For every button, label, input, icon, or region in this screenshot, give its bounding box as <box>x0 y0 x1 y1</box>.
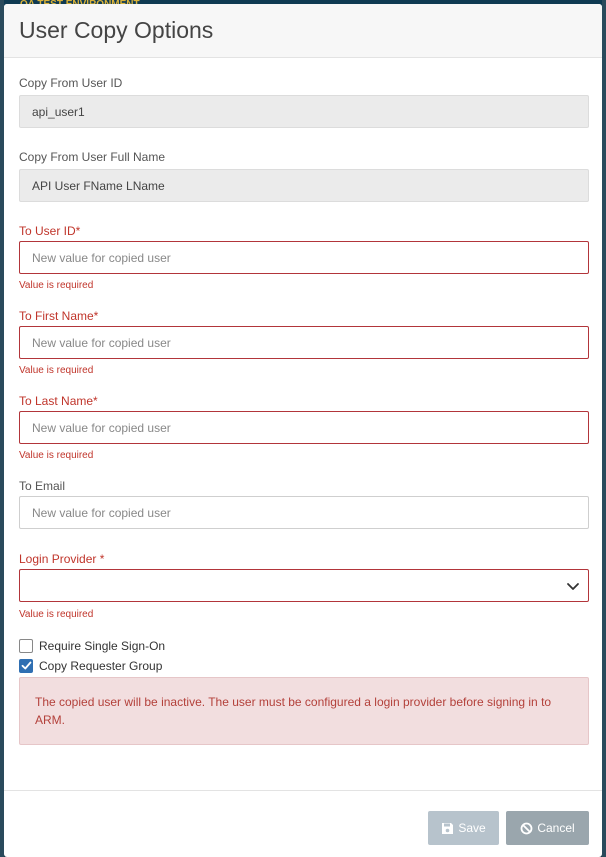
to-last-name-label: To Last Name* <box>19 394 98 408</box>
copy-requester-group-checkbox[interactable] <box>19 659 33 673</box>
copy-requester-group-label: Copy Requester Group <box>39 658 163 673</box>
require-sso-checkbox[interactable] <box>19 639 33 653</box>
copy-requester-group-row[interactable] <box>19 656 587 675</box>
to-email-label: To Email <box>19 479 66 493</box>
checkmark-icon <box>21 660 32 671</box>
user-copy-modal <box>4 4 602 857</box>
save-icon <box>441 822 454 835</box>
modal-title: User Copy Options <box>19 17 214 43</box>
to-first-name-label: To First Name* <box>19 309 99 323</box>
copy-from-user-id-field: api_user1 <box>19 95 589 128</box>
to-user-id-label: To User ID* <box>19 224 81 238</box>
to-email-input[interactable] <box>19 496 589 529</box>
copy-from-full-name-label: Copy From User Full Name <box>19 150 166 164</box>
require-sso-label: Require Single Sign-On <box>39 638 166 653</box>
to-last-name-input[interactable] <box>19 411 589 444</box>
chevron-down-icon <box>566 579 580 593</box>
copy-from-user-id-label: Copy From User ID <box>19 76 123 90</box>
save-button[interactable] <box>428 811 499 845</box>
to-user-id-error: Value is required <box>19 280 94 291</box>
ban-icon <box>520 822 533 835</box>
background-right <box>602 0 606 857</box>
modal-header <box>4 4 602 58</box>
modal-footer <box>4 790 602 857</box>
login-provider-error: Value is required <box>19 609 94 620</box>
cancel-button-label: Cancel <box>537 821 575 835</box>
inactive-user-alert: The copied user will be inactive. The user must be configured a login provider before signing in to ARM. <box>19 677 589 745</box>
login-provider-label: Login Provider * <box>19 552 105 566</box>
to-first-name-error: Value is required <box>19 365 94 376</box>
to-user-id-input[interactable] <box>19 241 589 274</box>
copy-from-full-name-field: API User FName LName <box>19 169 589 202</box>
to-first-name-input[interactable] <box>19 326 589 359</box>
login-provider-select[interactable] <box>19 569 589 602</box>
require-sso-row[interactable] <box>19 636 587 655</box>
modal-body <box>4 76 602 745</box>
save-button-label: Save <box>458 821 486 835</box>
to-last-name-error: Value is required <box>19 450 94 461</box>
cancel-button[interactable] <box>506 811 589 845</box>
